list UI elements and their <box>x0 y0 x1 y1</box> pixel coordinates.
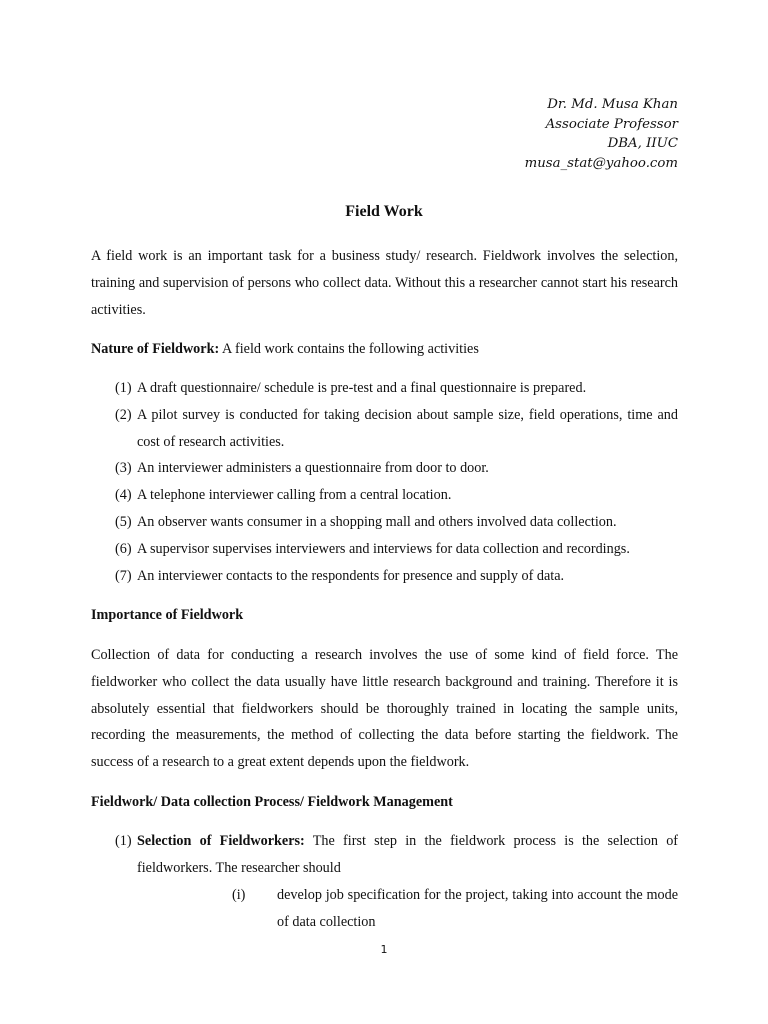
importance-heading: Importance of Fieldwork <box>91 607 244 623</box>
author-block <box>525 95 678 173</box>
process-sublist <box>232 882 678 936</box>
list-item: (4) A telephone interviewer calling from a central location. <box>115 487 452 504</box>
process-item-heading: Selection of Fieldworkers: <box>137 833 305 849</box>
nature-lead: A field work contains the following activities <box>219 341 479 357</box>
page-number: 1 <box>380 943 388 956</box>
list-item: (7) An interviewer contacts to the respondents for presence and supply of data. <box>115 567 565 584</box>
list-item: (1) A draft questionnaire/ schedule is pre-test and a final questionnaire is prepared. <box>115 380 587 396</box>
list-item: (5) An observer wants consumer in a shopping mall and others involved data collection. <box>115 513 617 530</box>
nature-list <box>115 375 678 589</box>
page-title: Field Work <box>345 203 423 220</box>
nature-heading: Nature of Fieldwork: <box>91 341 220 357</box>
process-heading: Fieldwork/ Data collection Process/ Fieldwork Management <box>91 794 453 810</box>
author-name: Dr. Md. Musa Khan <box>547 97 678 112</box>
author-department: DBA, IIUC <box>607 136 678 151</box>
author-position: Associate Professor <box>545 116 678 132</box>
list-item: (1) Selection of Fieldworkers: The first step in the fieldwork process is the selection of fieldworkers. The researcher should <box>115 833 679 876</box>
importance-paragraph: Collection of data for conducting a research involves the use of some kind of field force. The fieldworker who collect the data usually have little research background and training. Therefore it is absolutely essential that fieldworkers should be thoroughly trained in locating the sample units, recording the measurements, the method of collecting the data before starting the fieldwork. The success of a research to a great extent depends upon the fieldwork. <box>91 647 678 771</box>
nature-paragraph <box>91 336 678 363</box>
list-item: (i) develop job specification for the project, taking into account the mode of data collection <box>232 887 678 930</box>
list-item: (6) A supervisor supervises interviewers and interviews for data collection and recordings. <box>115 540 630 557</box>
list-item: (2) A pilot survey is conducted for taking decision about sample size, field operations, time and cost of research activities. <box>115 406 678 450</box>
author-email: musa_stat@yahoo.com <box>524 155 678 171</box>
intro-paragraph: A field work is an important task for a business study/ research. Fieldwork involves the selection, training and supervision of persons who collect data. Without this a researcher cannot start his research activities. <box>91 248 678 318</box>
process-list <box>115 828 678 882</box>
list-item: (3) An interviewer administers a questionnaire from door to door. <box>115 460 489 477</box>
